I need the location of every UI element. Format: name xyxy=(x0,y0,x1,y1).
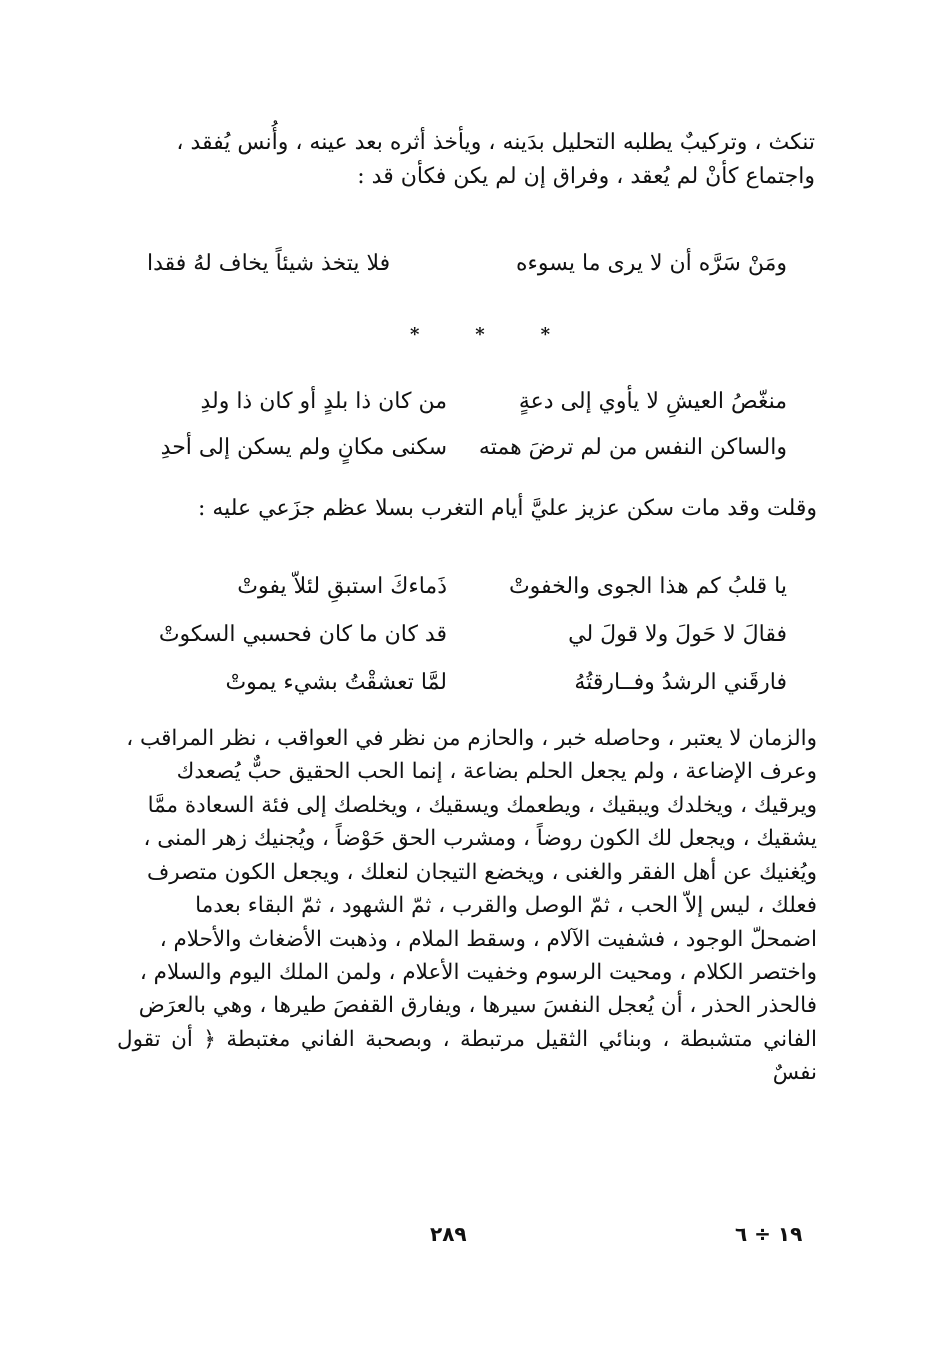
prose-line: وقلت وقد مات سكن عزيز عليَّ أيام التغرب بسلا عظم جزَعي عليه : xyxy=(197,496,817,521)
prose-paragraph-bottom xyxy=(117,722,817,1090)
verse-hemistich-second: فلا يتخذ شيئاً يخاف لهُ فقدا xyxy=(147,251,391,276)
hemistich-first: فارقَني الرشدُ وفــارقتُهُ xyxy=(574,669,787,695)
prose-line: تنكث ، وتركيبٌ يطلبه التحليل بدَينه ، ويأخذ أثره بعد عينه ، وأُنس يُفقد ، xyxy=(176,130,815,155)
poem-couplets-second xyxy=(147,562,787,706)
separator-star: * xyxy=(410,324,420,345)
page-footer xyxy=(0,1222,937,1252)
hemistich-second: ذَماءكَ استبقِ لئلاّ يفوتْ xyxy=(237,573,447,599)
prose-line: ويُغنيك عن أهل الفقر والغنى ، ويخضع التيجان لنعلك ، ويجعل الكون متصرف xyxy=(146,859,817,885)
prose-line: وعرف الإضاعة ، ولم يجعل الحلم بضاعة ، إنما الحب الحقيق حبٌّ يُصعدك xyxy=(176,759,817,785)
prose-line: فعلك ، ليس إلاّ الحب ، ثمّ الوصل والقرب ، ثمّ الشهود ، ثمّ البقاء بعدما xyxy=(195,893,817,919)
prose-line: الفاني متشبطة ، وبنائي الثقيل مرتبطة ، وبصحبة الفاني مغتبطة ﴿ أن تقول نفسٌ xyxy=(117,1026,817,1086)
hemistich-first: يا قلبُ كم هذا الجوى والخفوتْ xyxy=(508,573,787,599)
prose-line: فالحذر الحذر ، أن يُعجل النفسَ سيرها ، ويفارق القفصَ طيرها ، وهي بالعرَض xyxy=(138,993,817,1019)
prose-paragraph-middle xyxy=(117,492,817,526)
hemistich-second: من كان ذا بلدٍ أو كان ذا ولدِ xyxy=(200,388,447,414)
couplet xyxy=(147,378,787,424)
hemistich-first: فقالَ لا حَولَ ولا قولَ لي xyxy=(568,621,787,647)
separator-star: * xyxy=(475,324,485,345)
prose-line: واجتماع كأنْ لم يُعقد ، وفراق إن لم يكن فكأن قد : xyxy=(357,164,815,190)
hemistich-second: قد كان ما كان فحسبي السكوتْ xyxy=(158,621,447,647)
prose-paragraph-top xyxy=(117,126,815,194)
prose-line: ويرقيك ، ويخلدك ويبقيك ، ويطعمك ويسقيك ، ويخلصك إلى فئة السعادة ممَّا xyxy=(147,792,817,818)
prose-line: اضمحلّ الوجود ، فشفيت الآلام ، وسقط الملام ، وذهبت الأضغاث والأحلام ، xyxy=(159,926,817,952)
hemistich-first: منغّصُ العيشِ لا يأوي إلى دعةٍ xyxy=(518,388,787,414)
couplet xyxy=(147,658,787,706)
verse-single xyxy=(147,251,787,276)
verse-hemistich-first: ومَنْ سَرَّه أن لا يرى ما يسوءه xyxy=(516,251,787,276)
hemistich-second: لمَّا تعشقْتُ بشيء يموتْ xyxy=(225,669,447,695)
page-number: ٢٨٩ xyxy=(430,1222,467,1246)
couplet xyxy=(147,610,787,658)
couplet xyxy=(147,562,787,610)
hemistich-first: والساكن النفس من لم ترضَ همته xyxy=(478,434,787,460)
section-separator xyxy=(410,324,550,345)
poem-couplets-first xyxy=(147,378,787,470)
couplet xyxy=(147,424,787,470)
separator-star: * xyxy=(540,324,550,345)
prose-line: يشقيك ، ويجعل لك الكون روضاً ، ومشرب الحق حَوْضاً ، ويُجنيك زهر المنى ، xyxy=(143,826,817,852)
prose-line: واختصر الكلام ، ومحيت الرسوم وخفيت الأعلام ، ولمن الملك اليوم والسلام ، xyxy=(139,959,817,985)
printer-signature-mark: ١٩ ÷ ٦ xyxy=(735,1222,803,1246)
hemistich-second: سكنى مكانٍ ولم يسكن إلى أحدِ xyxy=(160,434,447,460)
prose-line: والزمان لا يعتبر ، وحاصله خبر ، والحازم من نظر في العواقب ، نظر المراقب ، xyxy=(126,726,817,751)
